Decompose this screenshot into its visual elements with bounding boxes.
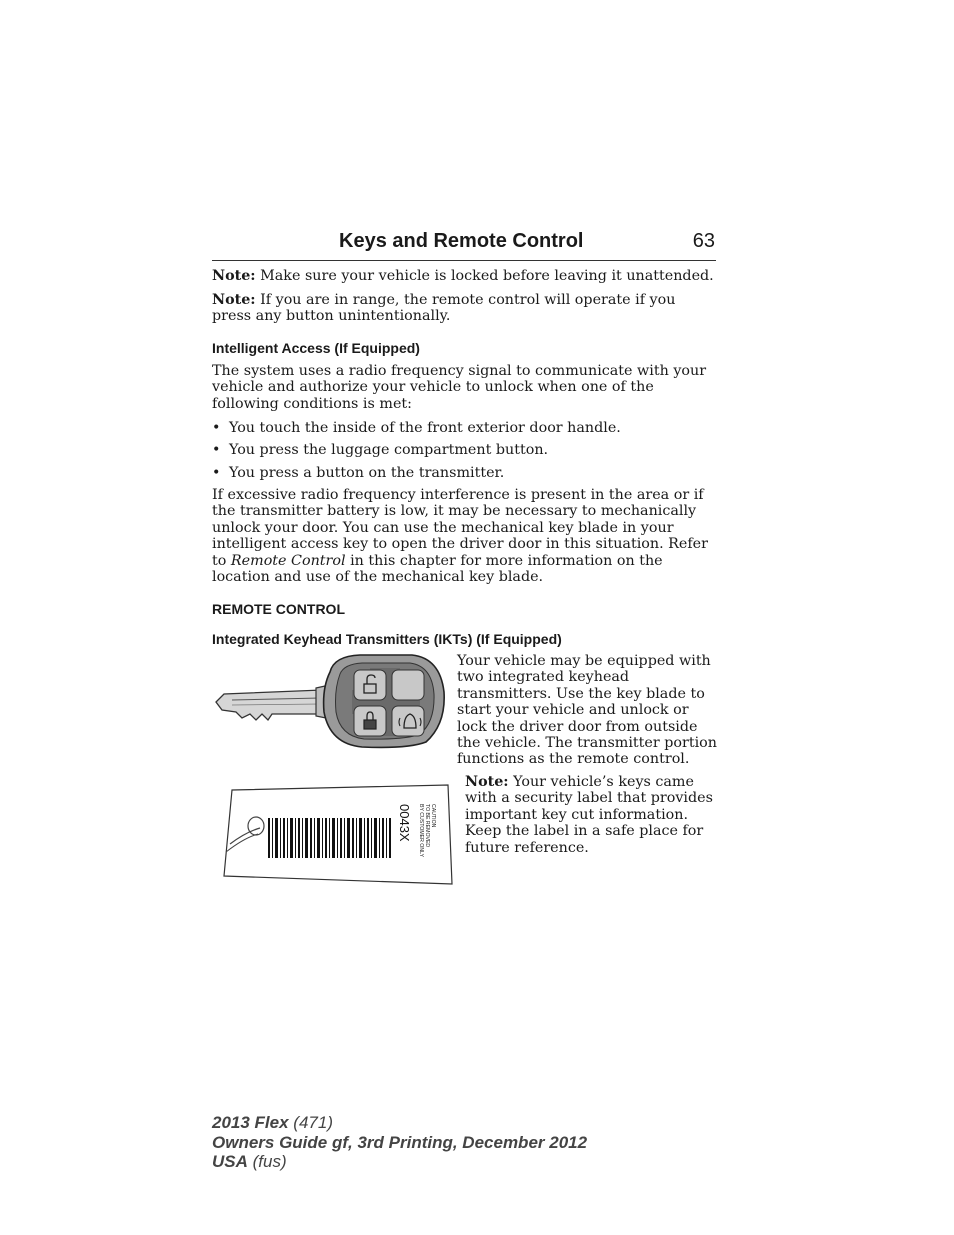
footer-model: 2013 Flex xyxy=(212,1113,289,1132)
security-label-image xyxy=(220,782,456,888)
list-item: • You press a button on the transmitter. xyxy=(212,465,505,481)
note-security-label xyxy=(465,774,719,856)
note-text: If you are in range, the remote control will operate if you press any button unintentionally. xyxy=(212,292,676,325)
footer-guide: Owners Guide gf, 3rd Printing, December 2012 xyxy=(212,1132,588,1152)
section-heading-intelligent-access: Intelligent Access (If Equipped) xyxy=(212,340,420,356)
note-text: Make sure your vehicle is locked before leaving it unattended. xyxy=(260,268,714,284)
page-title: Keys and Remote Control xyxy=(339,230,584,252)
note-locked xyxy=(212,268,716,284)
subheading-ikt: Integrated Keyhead Transmitters (IKTs) (If Equipped) xyxy=(212,631,562,647)
caution-line: BY CUSTOMER ONLY xyxy=(418,804,424,858)
intelligent-access-intro: The system uses a radio frequency signal to communicate with your vehicle and authorize your vehicle to unlock when one of the following conditions is met: xyxy=(212,363,707,412)
note-text: Your vehicle’s keys came with a security label that provides important key cut information. Keep the label in a safe place for future reference. xyxy=(465,774,713,856)
list-item-text: You press the luggage compartment button. xyxy=(229,442,549,458)
caution-line: CAUTION xyxy=(430,804,436,828)
key-icon xyxy=(212,652,452,752)
cross-reference-link: Remote Control xyxy=(230,552,346,569)
list-item-text: You touch the inside of the front exterior door handle. xyxy=(229,420,621,436)
page-footer xyxy=(212,1113,587,1172)
note-label: Note: xyxy=(212,268,256,284)
list-item-text: You press a button on the transmitter. xyxy=(229,465,505,481)
footer-guide-line xyxy=(212,1133,587,1153)
note-label: Note: xyxy=(212,292,256,308)
paragraph-text: in this chapter for more information on the location and use of the mechanical key blade. xyxy=(212,552,663,586)
footer-market-code: (fus) xyxy=(252,1152,287,1171)
page-header xyxy=(212,228,716,261)
page-number: 63 xyxy=(692,230,715,252)
section-heading-remote-control: REMOTE CONTROL xyxy=(212,601,345,617)
footer-model-code: (471) xyxy=(293,1113,333,1132)
footer-market: USA xyxy=(212,1152,248,1171)
note-range xyxy=(212,292,716,325)
footer-model-line xyxy=(212,1113,587,1133)
footer-market-line xyxy=(212,1152,587,1172)
list-item: • You touch the inside of the front exterior door handle. xyxy=(212,420,621,436)
interference-paragraph xyxy=(212,487,716,585)
caution-line: TO BE REMOVED xyxy=(424,804,430,848)
list-item: • You press the luggage compartment button. xyxy=(212,442,549,458)
paragraph-text: If excessive radio frequency interference is present in the area or if the transmitter battery is low, it may be necessary to mechanically unlock your door. You can use the mechanical key blade in your intelligent access key to open the driver door in this situation. Refer to xyxy=(212,487,708,569)
note-label: Note: xyxy=(465,774,509,790)
label-code: 0043X xyxy=(397,804,412,842)
ikt-description: Your vehicle may be equipped with two integrated keyhead transmitters. Use the key blade to start your vehicle and unlock or lock the driver door from outside the vehicle. The transmitter portion functions as the remote control. xyxy=(457,653,717,768)
